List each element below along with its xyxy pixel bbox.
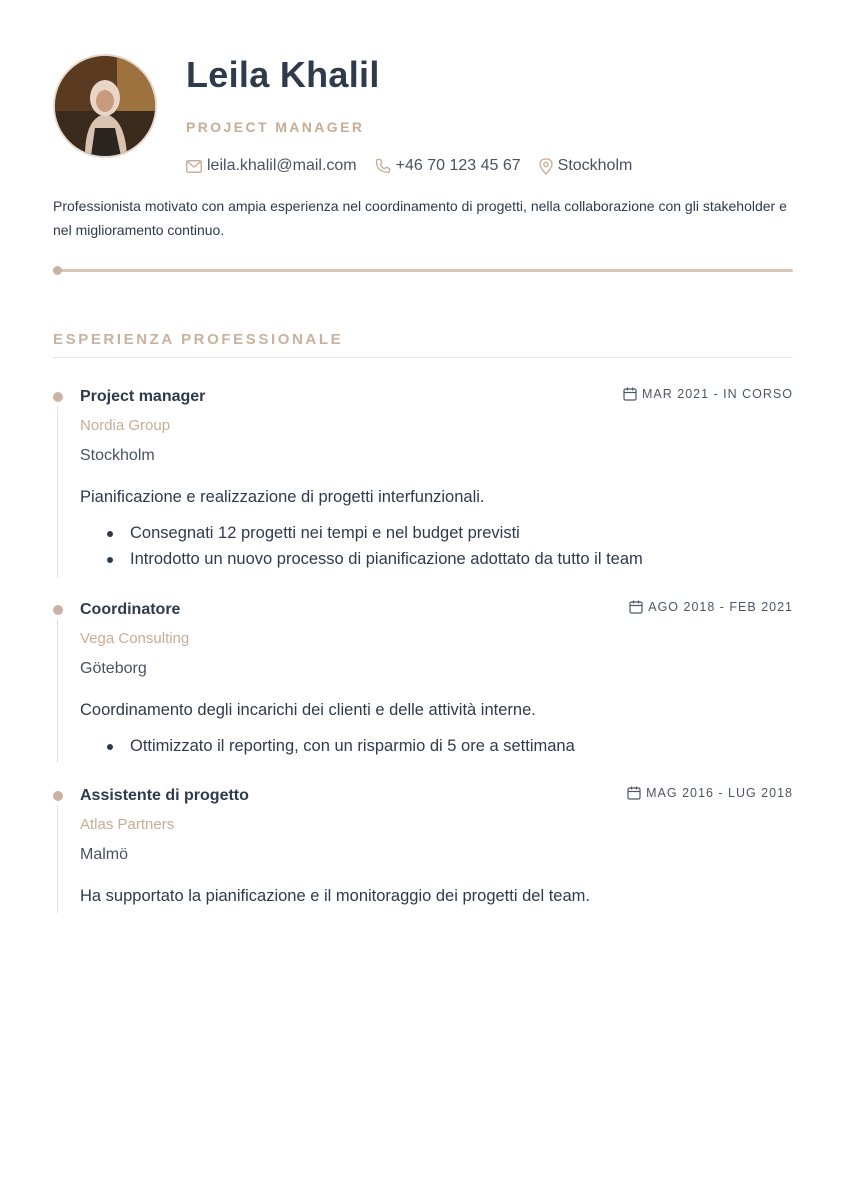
experience-entry — [53, 599, 793, 763]
achievement-item: Ottimizzato il reporting, con un risparmio di 5 ore a settimana — [130, 733, 793, 759]
contact-location-text: Stockholm — [557, 157, 633, 174]
timeline-line — [57, 805, 58, 913]
job-dates — [623, 386, 793, 402]
experience-timeline — [53, 386, 793, 913]
job-title: Assistente di progetto — [80, 787, 249, 804]
contact-phone[interactable] — [375, 157, 521, 175]
job-description: Pianificazione e realizzazione di progetti interfunzionali. — [80, 488, 485, 506]
company-name: Vega Consulting — [80, 630, 190, 647]
header-divider — [53, 266, 793, 274]
contact-row — [186, 155, 650, 177]
job-city: Malmö — [80, 846, 129, 863]
timeline-dot — [53, 392, 63, 402]
section-title-experience: ESPERIENZA PROFESSIONALE — [53, 331, 344, 348]
achievement-list — [80, 520, 793, 572]
calendar-icon — [623, 387, 637, 401]
timeline-dot — [53, 791, 63, 801]
timeline-dot — [53, 605, 63, 615]
achievement-item: Consegnati 12 progetti nei tempi e nel budget previsti — [130, 520, 793, 546]
contact-location — [539, 157, 633, 175]
contact-email[interactable] — [186, 157, 357, 175]
job-dates — [627, 785, 793, 801]
job-dates-text: MAR 2021 - IN CORSO — [642, 387, 793, 401]
job-city: Stockholm — [80, 447, 155, 464]
avatar — [53, 54, 157, 158]
company-name: Atlas Partners — [80, 816, 175, 833]
achievement-item: Introdotto un nuovo processo di pianificazione adottato da tutto il team — [130, 546, 793, 572]
experience-entry — [53, 785, 793, 913]
contact-email-text: leila.khalil@mail.com — [207, 157, 357, 174]
candidate-name: Leila Khalil — [186, 54, 380, 95]
calendar-icon — [629, 600, 643, 614]
divider-dot — [53, 266, 62, 275]
experience-entry — [53, 386, 793, 578]
contact-phone-text: +46 70 123 45 67 — [395, 157, 521, 174]
section-rule — [53, 357, 793, 358]
job-title: Coordinatore — [80, 601, 181, 618]
calendar-icon — [627, 786, 641, 800]
job-dates-text: MAG 2016 - LUG 2018 — [646, 786, 793, 800]
mail-icon — [186, 160, 202, 173]
profile-summary: Professionista motivato con ampia esperienza nel coordinamento di progetti, nella collaborazione con gli stakeholder e nel miglioramento continuo. — [53, 198, 787, 238]
candidate-role: PROJECT MANAGER — [186, 119, 365, 135]
divider-line — [57, 269, 793, 272]
job-dates-text: AGO 2018 - FEB 2021 — [648, 600, 793, 614]
phone-icon — [375, 158, 391, 174]
company-name: Nordia Group — [80, 417, 171, 434]
job-city: Göteborg — [80, 660, 147, 677]
avatar-photo — [55, 56, 155, 156]
job-title: Project manager — [80, 388, 206, 405]
timeline-line — [57, 406, 58, 578]
timeline-line — [57, 619, 58, 763]
job-dates — [629, 599, 793, 615]
job-description: Ha supportato la pianificazione e il monitoraggio dei progetti del team. — [80, 887, 590, 905]
map-pin-icon — [539, 158, 553, 175]
achievement-list — [80, 733, 793, 759]
job-description: Coordinamento degli incarichi dei clienti e delle attività interne. — [80, 701, 536, 719]
